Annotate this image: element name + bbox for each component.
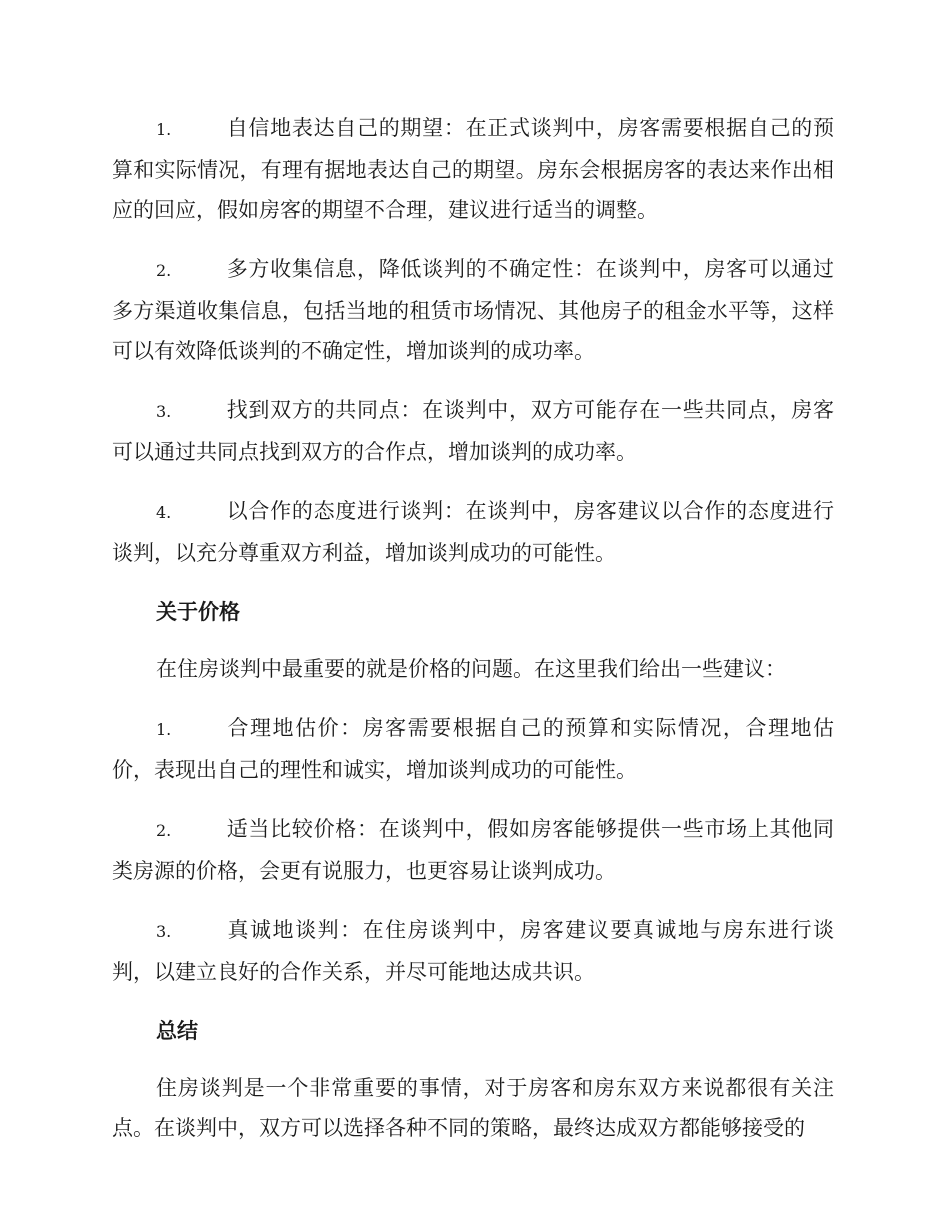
list-number: 1. xyxy=(156,720,172,739)
list-item-text: 合理地估价：房客需要根据自己的预算和实际情况，合理地估价，表现出自己的理性和诚实，增加谈判成功的可能性。 xyxy=(112,716,834,782)
list-item xyxy=(112,708,834,790)
document-page xyxy=(112,108,834,1167)
section-heading-summary: 总结 xyxy=(156,1018,198,1043)
list-item-text: 自信地表达自己的期望：在正式谈判中，房客需要根据自己的预算和实际情况，有理有据地表达自己的期望。房东会根据房客的表达来作出相应的回应，假如房客的期望不合理，建议进行适当的调整。 xyxy=(112,116,834,222)
list-number: 1. xyxy=(156,120,172,139)
section-heading-price: 关于价格 xyxy=(156,599,240,624)
list-item-text: 适当比较价格：在谈判中，假如房客能够提供一些市场上其他同类房源的价格，会更有说服力，也更容易让谈判成功。 xyxy=(112,817,834,883)
list-number: 3. xyxy=(156,922,172,941)
summary-paragraph: 住房谈判是一个非常重要的事情，对于房客和房东双方来说都很有关注点。在谈判中，双方可以选择各种不同的策略，最终达成双方都能够接受的 xyxy=(112,1076,834,1140)
list-item xyxy=(112,910,834,992)
section-intro: 在住房谈判中最重要的就是价格的问题。在这里我们给出一些建议： xyxy=(156,657,786,681)
list-item-text: 多方收集信息，降低谈判的不确定性：在谈判中，房客可以通过多方渠道收集信息，包括当地的租赁市场情况、其他房子的租金水平等，这样可以有效降低谈判的不确定性，增加谈判的成功率。 xyxy=(112,257,834,363)
list-item xyxy=(112,809,834,891)
list-item xyxy=(112,390,834,472)
list-item xyxy=(112,491,834,573)
list-item xyxy=(112,108,834,230)
list-item-text: 以合作的态度进行谈判：在谈判中，房客建议以合作的态度进行谈判，以充分尊重双方利益，增加谈判成功的可能性。 xyxy=(112,499,834,565)
list-item-text: 真诚地谈判：在住房谈判中，房客建议要真诚地与房东进行谈判，以建立良好的合作关系，并尽可能地达成共识。 xyxy=(112,918,834,984)
list-item-text: 找到双方的共同点：在谈判中，双方可能存在一些共同点，房客可以通过共同点找到双方的合作点，增加谈判的成功率。 xyxy=(112,398,834,464)
list-number: 2. xyxy=(156,261,172,280)
list-number: 4. xyxy=(156,503,172,522)
list-number: 3. xyxy=(156,402,172,421)
list-item xyxy=(112,249,834,371)
list-number: 2. xyxy=(156,821,172,840)
